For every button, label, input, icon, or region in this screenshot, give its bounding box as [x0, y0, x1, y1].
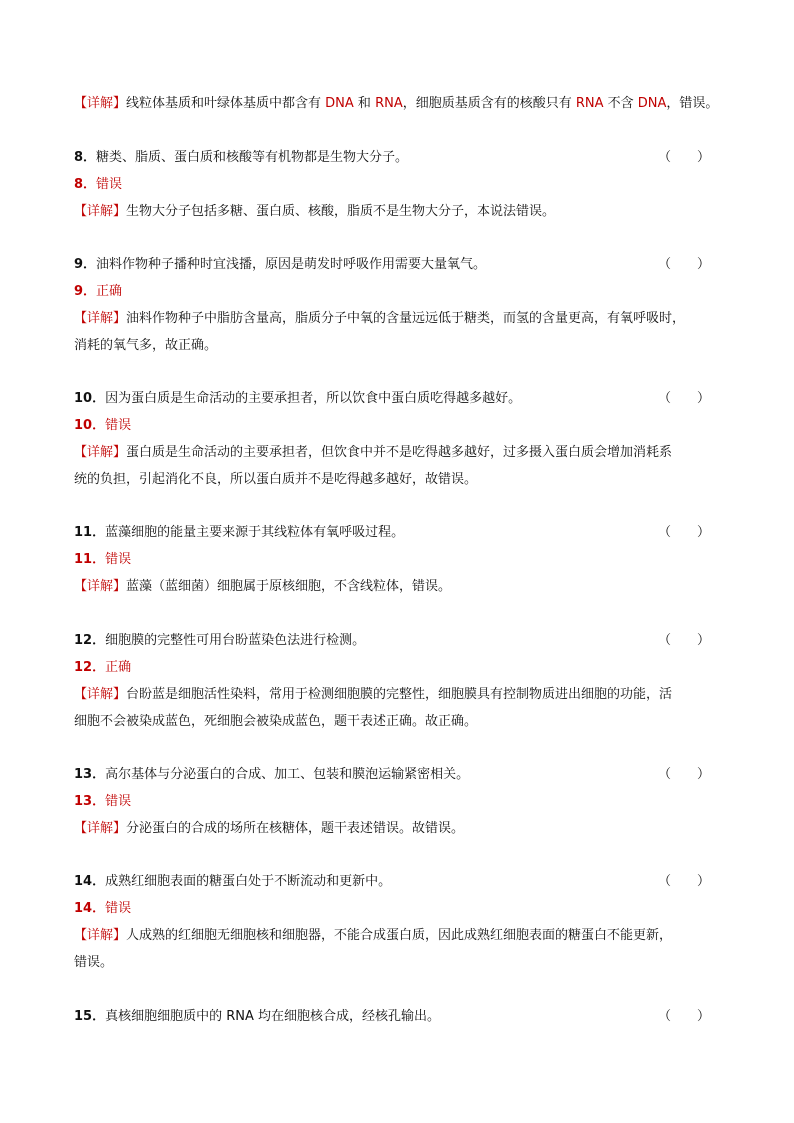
detail-line-continued — [74, 332, 734, 359]
question-line — [74, 251, 734, 278]
intro-detail-line — [74, 90, 734, 117]
detail-text: 蓝藻（蓝细菌）细胞属于原核细胞，不含线粒体，错误。 — [126, 579, 452, 594]
answer-number: 8． — [74, 177, 97, 192]
answer-number: 9． — [74, 284, 97, 299]
question-line — [74, 385, 734, 412]
question-text: 真核细胞细胞质中的 RNA 均在细胞核合成，经核孔输出。 — [105, 1009, 441, 1024]
answer-number: 11． — [74, 552, 106, 567]
answer-blank: （ ） — [657, 391, 710, 406]
detail-tag: 【详解】 — [74, 445, 127, 460]
question-line — [74, 868, 734, 895]
question-text: 成熟红细胞表面的糖蛋白处于不断流动和更新中。 — [105, 874, 392, 889]
detail-text: 蛋白质是生命活动的主要承担者，但饮食中并不是吃得越多越好，过多摄入蛋白质会增加消耗系 — [126, 445, 673, 460]
answer-line — [74, 171, 734, 198]
detail-tag: 【详解】 — [74, 204, 127, 219]
question-item-15 — [74, 1003, 734, 1030]
answer-blank: （ ） — [657, 874, 710, 889]
detail-tag: 【详解】 — [74, 579, 127, 594]
answer-line — [74, 546, 734, 573]
question-text: 因为蛋白质是生命活动的主要承担者，所以饮食中蛋白质吃得越多越好。 — [105, 391, 522, 406]
intro-part: DNA — [325, 96, 354, 111]
question-number: 8． — [74, 150, 97, 165]
answer-text: 错误 — [96, 177, 123, 192]
detail-text: 统的负担，引起消化不良，所以蛋白质并不是吃得越多越好，故错误。 — [74, 472, 478, 487]
answer-blank: （ ） — [657, 150, 710, 165]
question-text: 细胞膜的完整性可用台盼蓝染色法进行检测。 — [105, 633, 366, 648]
question-line — [74, 1003, 734, 1030]
answer-blank: （ ） — [657, 1009, 710, 1024]
answer-number: 13． — [74, 794, 106, 809]
intro-part: ，错误。 — [666, 96, 719, 111]
question-item-13 — [74, 761, 734, 842]
answer-number: 12． — [74, 660, 106, 675]
detail-text: 生物大分子包括多糖、蛋白质、核酸，脂质不是生物大分子，本说法错误。 — [126, 204, 556, 219]
intro-detail — [74, 90, 734, 117]
answer-line — [74, 412, 734, 439]
question-item-8 — [74, 144, 734, 225]
answer-text: 正确 — [105, 660, 132, 675]
answer-text: 错误 — [105, 901, 132, 916]
detail-tag: 【详解】 — [74, 96, 127, 111]
question-number: 11． — [74, 525, 106, 540]
detail-line — [74, 815, 734, 842]
detail-text: 细胞不会被染成蓝色，死细胞会被染成蓝色，题干表述正确。故正确。 — [74, 714, 478, 729]
detail-tag: 【详解】 — [74, 311, 127, 326]
answer-line — [74, 654, 734, 681]
detail-line — [74, 439, 734, 466]
question-item-10 — [74, 385, 734, 493]
detail-tag: 【详解】 — [74, 928, 127, 943]
answer-text: 错误 — [105, 418, 132, 433]
question-number: 12． — [74, 633, 106, 648]
question-number: 13． — [74, 767, 106, 782]
detail-line — [74, 681, 734, 708]
detail-text: 消耗的氧气多，故正确。 — [74, 338, 218, 353]
question-item-14 — [74, 868, 734, 976]
detail-line-continued — [74, 466, 734, 493]
answer-blank: （ ） — [657, 767, 710, 782]
intro-part: RNA — [375, 96, 403, 111]
intro-part: RNA — [575, 96, 604, 111]
answer-number: 14． — [74, 901, 106, 916]
intro-part: 和 — [353, 96, 376, 111]
answer-number: 10． — [74, 418, 106, 433]
detail-tag: 【详解】 — [74, 821, 127, 836]
detail-line-continued — [74, 949, 734, 976]
question-line — [74, 627, 734, 654]
detail-text: 分泌蛋白的合成的场所在核糖体，题干表述错误。故错误。 — [126, 821, 465, 836]
answer-blank: （ ） — [657, 257, 710, 272]
detail-text: 人成熟的红细胞无细胞核和细胞器，不能合成蛋白质，因此成熟红细胞表面的糖蛋白不能更新， — [126, 928, 673, 943]
detail-text: 错误。 — [74, 955, 114, 970]
answer-line — [74, 788, 734, 815]
question-number: 10． — [74, 391, 106, 406]
question-line — [74, 761, 734, 788]
question-number: 14． — [74, 874, 106, 889]
answer-text: 错误 — [105, 794, 132, 809]
intro-part: DNA — [637, 96, 667, 111]
detail-line — [74, 922, 734, 949]
question-item-12 — [74, 627, 734, 735]
answer-line — [74, 278, 734, 305]
answer-line — [74, 895, 734, 922]
question-line — [74, 144, 734, 171]
detail-tag: 【详解】 — [74, 687, 127, 702]
answer-text: 错误 — [105, 552, 132, 567]
answer-text: 正确 — [96, 284, 123, 299]
question-item-9 — [74, 251, 734, 359]
question-number: 15． — [74, 1009, 106, 1024]
question-line — [74, 519, 734, 546]
detail-line-continued — [74, 708, 734, 735]
answer-blank: （ ） — [657, 525, 710, 540]
question-text: 糖类、脂质、蛋白质和核酸等有机物都是生物大分子。 — [96, 150, 409, 165]
answer-blank: （ ） — [657, 633, 710, 648]
question-text: 蓝藻细胞的能量主要来源于其线粒体有氧呼吸过程。 — [105, 525, 405, 540]
detail-text: 台盼蓝是细胞活性染料，常用于检测细胞膜的完整性，细胞膜具有控制物质进出细胞的功能，活 — [126, 687, 673, 702]
intro-part: ，细胞质基质含有的核酸只有 — [402, 96, 576, 111]
question-number: 9． — [74, 257, 97, 272]
intro-part: 不含 — [603, 96, 638, 111]
detail-line — [74, 305, 734, 332]
question-item-11 — [74, 519, 734, 600]
detail-line — [74, 573, 734, 600]
detail-text: 油料作物种子中脂肪含量高，脂质分子中氧的含量远远低于糖类，而氢的含量更高，有氧呼吸时， — [126, 311, 686, 326]
question-text: 油料作物种子播种时宜浅播，原因是萌发时呼吸作用需要大量氧气。 — [96, 257, 487, 272]
question-text: 高尔基体与分泌蛋白的合成、加工、包装和膜泡运输紧密相关。 — [105, 767, 470, 782]
detail-line — [74, 198, 734, 225]
intro-part: 线粒体基质和叶绿体基质中都含有 — [126, 96, 326, 111]
